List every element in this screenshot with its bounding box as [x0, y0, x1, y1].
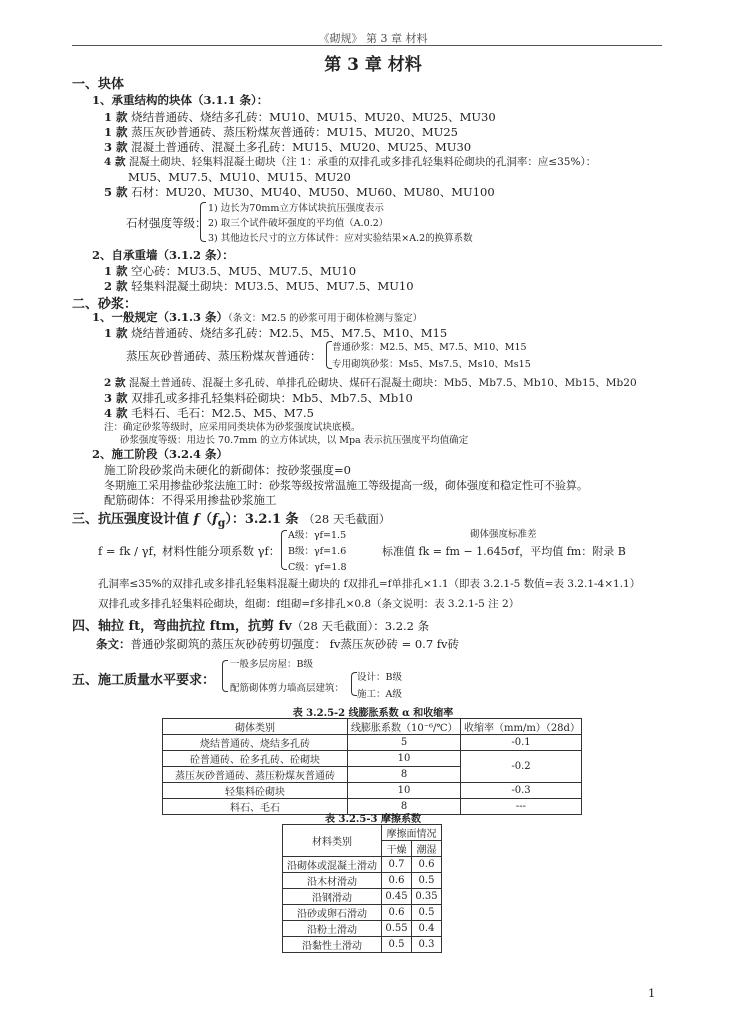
formula-f: f = fk / γf， — [98, 544, 165, 558]
factor-label: 材料性能分项系数 γf： — [162, 544, 281, 558]
standard-value: 标准值 fk = fm − 1.645σf，平均值 fm：附录 B — [382, 545, 626, 558]
table-header-row — [163, 719, 582, 735]
section-4-heading: 四、轴拉 ft，弯曲抗拉 ftm，抗剪 fv（28 天毛截面）：3.2.2 条 — [72, 619, 430, 634]
col-header: 潮湿 — [412, 841, 442, 857]
s2-note: 注：确定砂浆等级时，应采用同类块体为砂浆强度试块底模。 — [104, 422, 361, 433]
table-row — [283, 873, 442, 889]
table-row — [283, 905, 442, 921]
table-row — [163, 735, 582, 751]
table-cell: 0.7 — [382, 857, 412, 873]
col-header: 干燥 — [382, 841, 412, 857]
s5-opt2: 配筋砌体剪力墙高层建筑： — [230, 683, 345, 694]
table-cell: 8 — [348, 767, 461, 783]
s2-item1b-label: 蒸压灰砂普通砖、蒸压粉煤灰普通砖： — [126, 349, 322, 363]
brace — [281, 530, 287, 570]
stone-note: 1) 边长为70mm立方体试块抗压强度表示 — [208, 203, 384, 214]
table-cell: --- — [461, 799, 582, 815]
table-cell: 0.35 — [412, 889, 442, 905]
col-header: 摩擦面情况 — [382, 825, 442, 841]
table-cell: 0.4 — [412, 921, 442, 937]
s2-item: 1 款 烧结普通砖、烧结多孔砖：M2.5、M5、M7.5、M10、M15 — [104, 326, 448, 340]
s2-line: 施工阶段砂浆尚未硬化的新砌体：按砂浆强度=0 — [104, 463, 351, 477]
table-cell: 沿砂或卵石滑动 — [283, 905, 382, 921]
table-cell: 0.45 — [382, 889, 412, 905]
table-cell: -0.1 — [461, 735, 582, 751]
table-row — [283, 889, 442, 905]
grade-a: A级：γf=1.5 — [288, 530, 347, 541]
brace — [200, 202, 206, 242]
s5-opt2-sub: 设计：B级 — [357, 672, 402, 683]
table-row — [283, 857, 442, 873]
s2-line: 配筋砌体：不得采用掺盐砂浆施工 — [104, 493, 277, 507]
s1-item2: 2 款 轻集料混凝土砌块：MU3.5、MU5、MU7.5、MU10 — [104, 279, 414, 293]
brace — [222, 660, 228, 692]
col-header: 线膨胀系数（10⁻⁶/℃） — [348, 719, 461, 735]
table-cell: 烧结普通砖、烧结多孔砖 — [163, 735, 348, 751]
s2-item: 3 款 双排孔或多排孔轻集料砼砌块：Mb5、Mb7.5、Mb10 — [104, 391, 413, 405]
table-cell: 5 — [348, 735, 461, 751]
friction-table — [282, 824, 442, 953]
stone-note: 2) 取三个试件破坏强度的平均值（A.0.2） — [208, 218, 389, 229]
table-cell: 沿砌体或混凝土滑动 — [283, 857, 382, 873]
table-cell: 0.3 — [412, 937, 442, 953]
table-cell: 10 — [348, 751, 461, 767]
table-cell: 0.5 — [412, 905, 442, 921]
table-cell: 沿钢滑动 — [283, 889, 382, 905]
table-row — [283, 937, 442, 953]
s1-item: 1 款 蒸压灰砂普通砖、蒸压粉煤灰普通砖：MU15、MU20、MU25 — [104, 125, 458, 139]
table-cell: 料石、毛石 — [163, 799, 348, 815]
expansion-table — [162, 718, 582, 815]
s1-item: 5 款 石材：MU20、MU30、MU40、MU50、MU60、MU80、MU100 — [104, 185, 495, 199]
s1-item2: 1 款 空心砖：MU3.5、MU5、MU7.5、MU10 — [104, 264, 357, 278]
s2-item: 4 款 毛料石、毛石：M2.5、M5、M7.5 — [104, 406, 314, 420]
table-cell: 砼普通砖、砼多孔砖、砼砌块 — [163, 751, 348, 767]
table-cell: -0.2 — [461, 751, 582, 783]
s2-line: 冬期施工采用掺盐砂浆法施工时：砂浆等级按常温施工等级提高一级，砌体强度和稳定性可不验算。 — [104, 479, 588, 492]
table-cell: -0.3 — [461, 783, 582, 799]
chapter-title: 第 3 章 材料 — [324, 55, 422, 75]
s3-line: 孔洞率≤35%的双排孔或多排孔轻集料混凝土砌块的 f双排孔=f单排孔×1.1（即表 3.2.1-5 数值=表 3.2.1-4×1.1） — [98, 578, 641, 590]
s2-item: 2 款 混凝土普通砖、混凝土多孔砖、单排孔砼砌块、煤矸石混凝土砌块：Mb5、Mb7.5、Mb10、Mb15、Mb20 — [104, 377, 637, 389]
table-cell: 轻集料砼砌块 — [163, 783, 348, 799]
table-cell: 0.6 — [412, 857, 442, 873]
section-1-heading: 一、块体 — [72, 77, 125, 92]
table-header-row — [283, 825, 442, 841]
table-row — [163, 751, 582, 767]
s1-item-cont: MU5、MU7.5、MU10、MU15、MU20 — [128, 170, 351, 184]
s2-opt: 专用砌筑砂浆：Ms5、Ms7.5、Ms10、Ms15 — [332, 359, 531, 370]
grade-c: C级：γf=1.8 — [288, 562, 347, 573]
table-cell: 沿粉土滑动 — [283, 921, 382, 937]
table-cell: 0.55 — [382, 921, 412, 937]
s1-sub2: 2、自承重墙（3.1.2 条）： — [92, 248, 234, 262]
s1-item: 3 款 混凝土普通砖、混凝土多孔砖：MU15、MU20、MU25、MU30 — [104, 140, 472, 154]
col-header: 砌体类别 — [163, 719, 348, 735]
section-3-heading: 三、抗压强度设计值 $f(f_g)$：3.2.1 条 （28 天毛截面） — [72, 512, 391, 530]
section-5-heading: 五、施工质量水平要求： — [72, 673, 216, 688]
col-header: 收缩率（mm/m）（28d） — [461, 719, 582, 735]
s5-opt2-sub: 施工：A级 — [357, 689, 402, 700]
s2-opt: 普通砂浆：M2.5、M5、M7.5、M10、M15 — [332, 342, 527, 353]
table-cell: 蒸压灰砂普通砖、蒸压粉煤灰普通砖 — [163, 767, 348, 783]
s5-opt1: 一般多层房屋：B级 — [230, 659, 313, 670]
s2-note: 砂浆强度等级：用边长 70.7mm 的立方体试块，以 Mpa 表示抗压强度平均值确定 — [120, 435, 469, 446]
table-cell: 沿木材滑动 — [283, 873, 382, 889]
s2-sub1: 1、一般规定（3.1.3 条）（条文：M2.5 的砂浆可用于砌体检测与鉴定） — [92, 310, 423, 324]
page-number: 1 — [648, 986, 656, 1000]
table2-caption: 表 3.2.5-3 摩擦系数 — [325, 814, 421, 825]
table1-caption: 表 3.2.5-2 线膨胀系数 α 和收缩率 — [292, 708, 454, 719]
s1-sub1: 1、承重结构的块体（3.1.1 条）： — [92, 93, 269, 107]
table-cell: 0.5 — [412, 873, 442, 889]
s3-line: 双排孔或多排孔轻集料砼砌块，组砌：f组砌=f多排孔×0.8（条文说明：表 3.2.1-5 注 2） — [98, 598, 520, 610]
s2-sub2: 2、施工阶段（3.2.4 条） — [92, 447, 229, 461]
table-cell: 0.5 — [382, 937, 412, 953]
s4-line: 条文：普通砂浆砌筑的蒸压灰砂砖剪切强度： fv蒸压灰砂砖 = 0.7 fv砖 — [96, 637, 460, 651]
s1-item: 4 款 混凝土砌块、轻集料混凝土砌块（注 1：承重的双排孔或多排孔轻集料砼砌块的孔洞率：应≤35%）： — [104, 156, 597, 168]
grade-b: B级：γf=1.6 — [288, 546, 347, 557]
table-cell: 沿黏性土滑动 — [283, 937, 382, 953]
table-cell: 0.6 — [382, 873, 412, 889]
stone-note: 3) 其他边长尺寸的立方体试件：应对实验结果×A.2的换算系数 — [208, 233, 473, 244]
table-cell: 0.6 — [382, 905, 412, 921]
table-row — [283, 921, 442, 937]
col-header: 材料类别 — [283, 825, 382, 857]
table-row — [163, 783, 582, 799]
header-rule — [72, 45, 662, 46]
s1-item: 1 款 烧结普通砖、烧结多孔砖：MU10、MU15、MU20、MU25、MU30 — [104, 110, 496, 124]
running-header: 《砌规》 第 3 章 材料 — [318, 32, 428, 45]
table-cell: 8 — [348, 799, 461, 815]
section-2-heading: 二、砂浆： — [72, 297, 138, 312]
stone-grade-label: 石材强度等级： — [126, 216, 207, 230]
table-cell: 10 — [348, 783, 461, 799]
callout-text: 砌体强度标准差 — [470, 529, 537, 540]
